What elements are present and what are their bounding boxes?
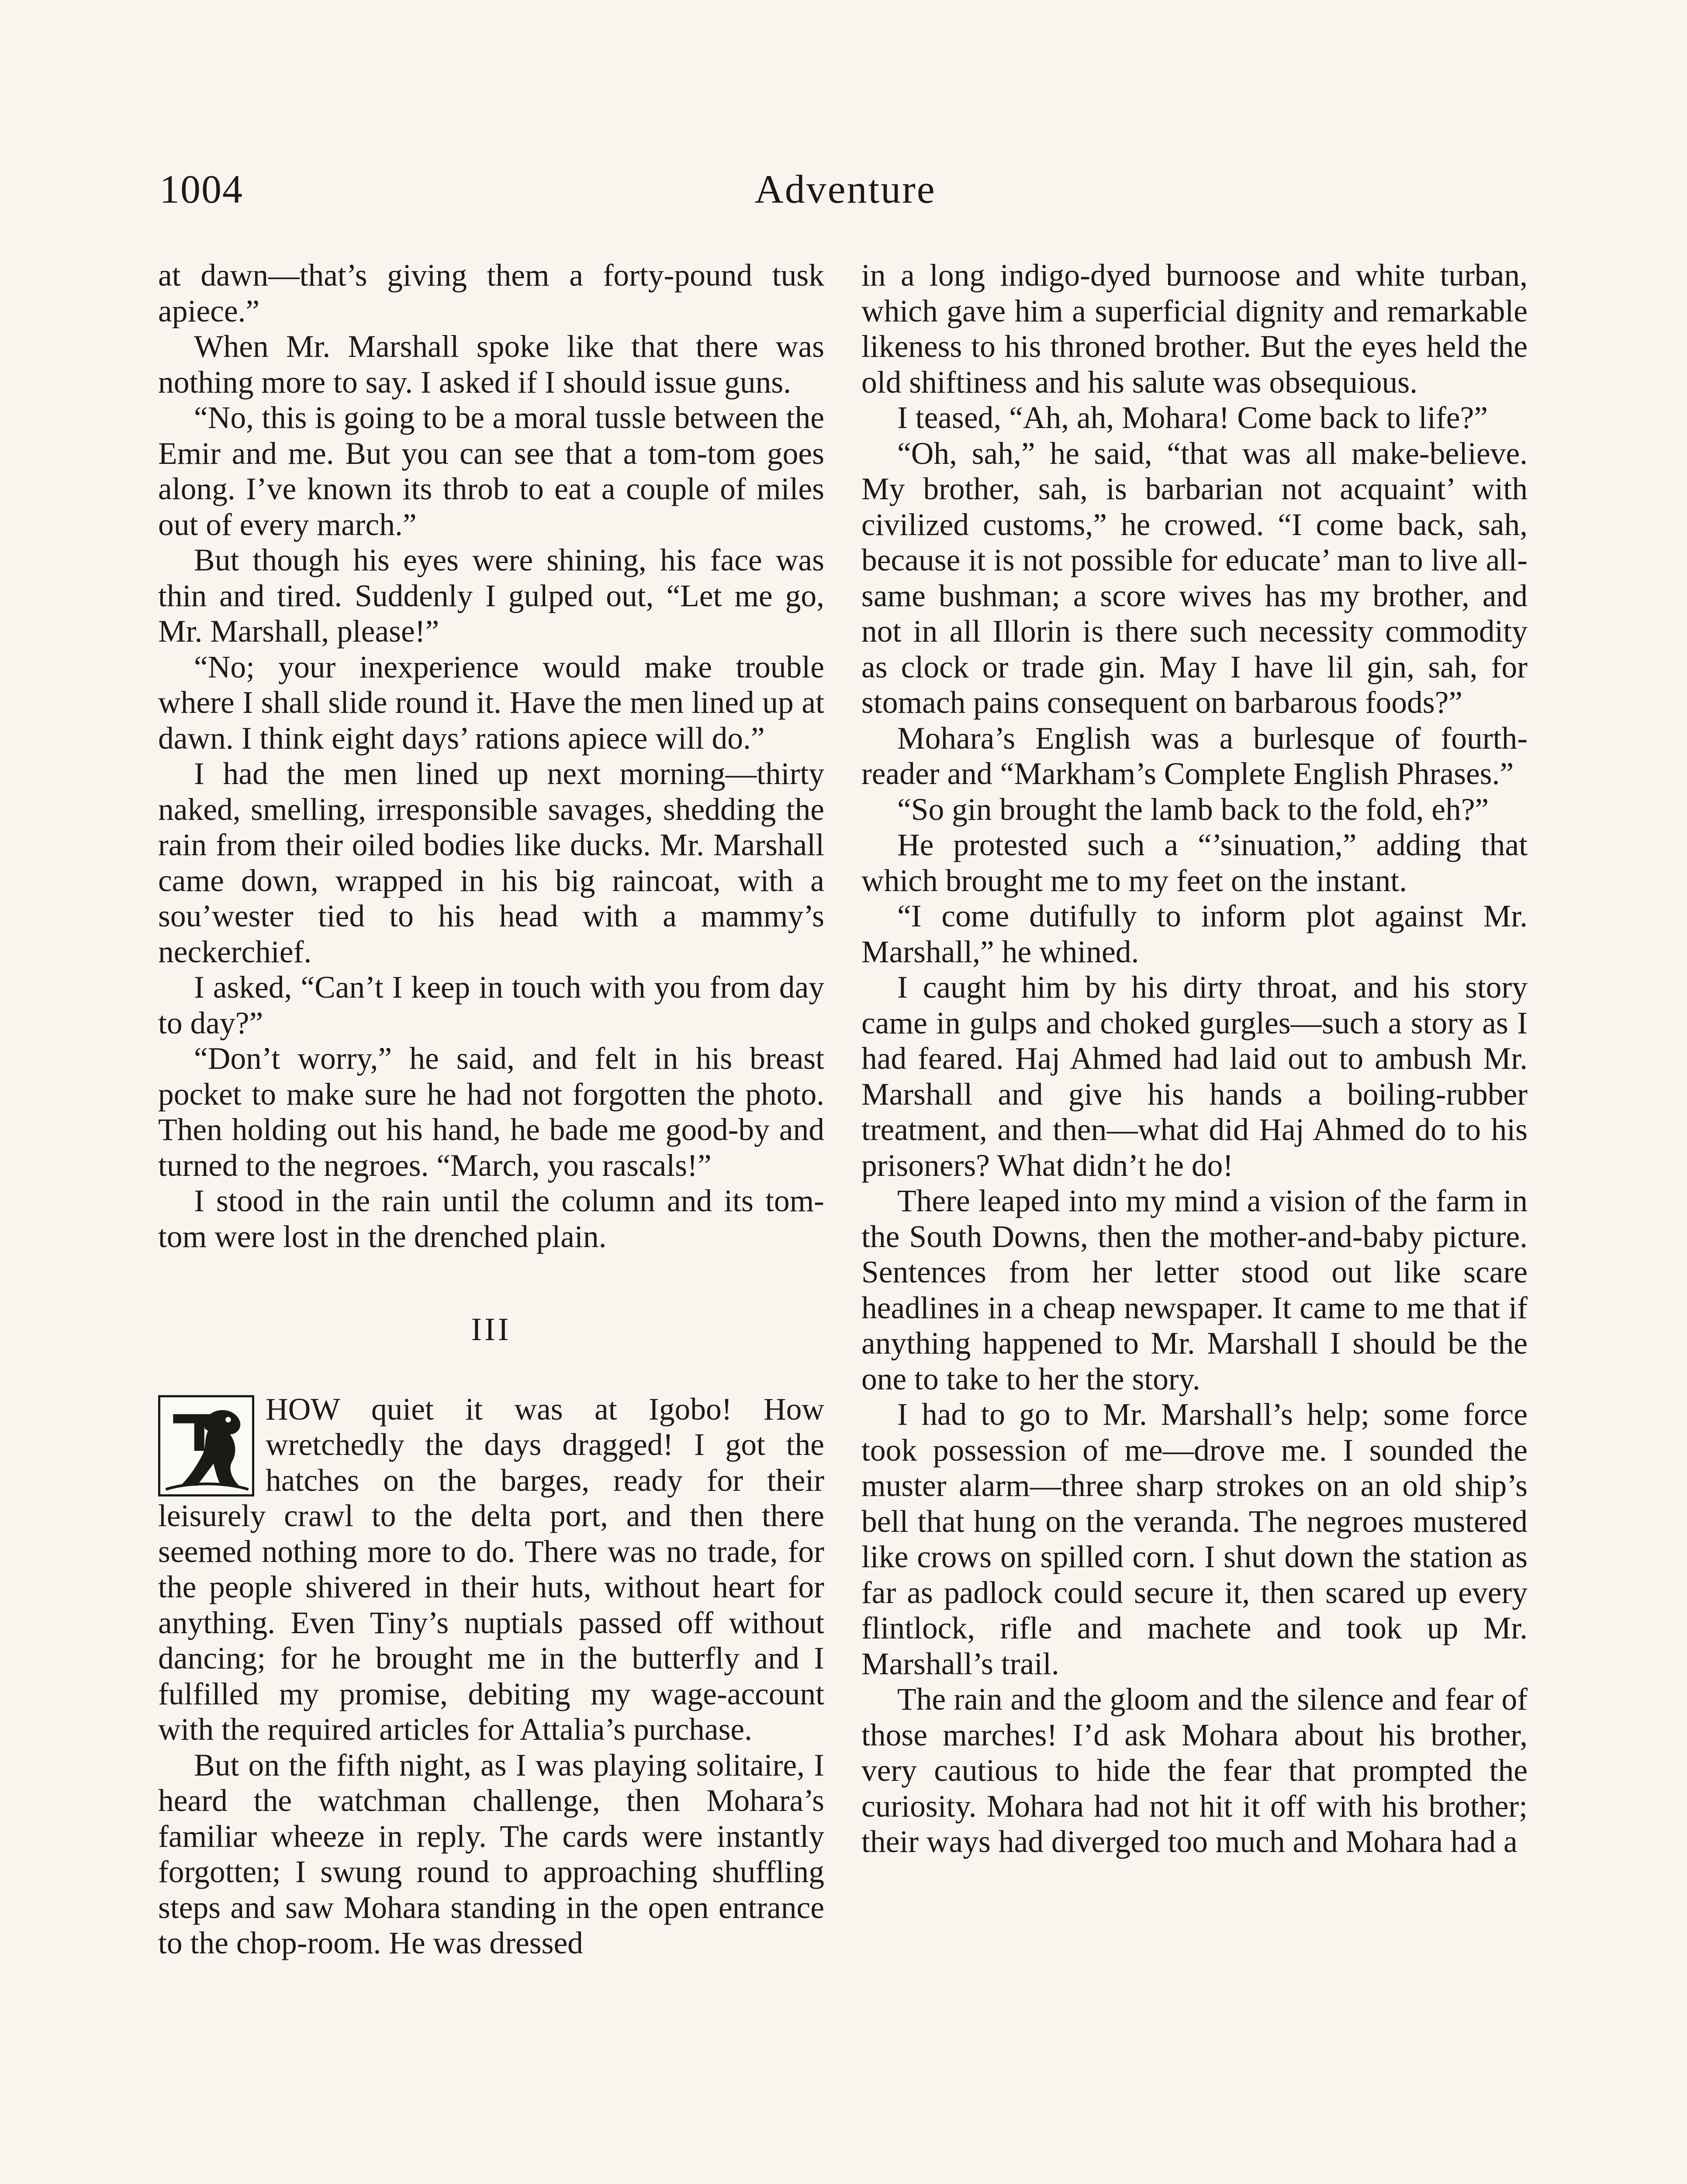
paragraph: “Oh, sah,” he said, “that was all make-believe. My brother, sah, is barbarian not acquaint’ with civilized customs,” he crowed. “I come back, sah, because it is not possible for educate’ man to live all-same bushman; a score wives has my brother, and not in all Illorin is there such necessity commodity as clock or trade gin. May I have lil gin, sah, for stomach pains consequent on barbarous foods?” [861, 436, 1528, 720]
paragraph: I caught him by his dirty throat, and his story came in gulps and choked gurgles—such a story as I had feared. Haj Ahmed had laid out to ambush Mr. Marshall and give his hands a boiling-rubber treatment, and then—what did Haj Ahmed do to his prisoners? What didn’t he do! [861, 970, 1528, 1183]
paragraph: But though his eyes were shining, his face was thin and tired. Suddenly I gulped out, “Let me go, Mr. Marshall, please!” [158, 543, 824, 649]
left-column [158, 258, 824, 1961]
running-title: Adventure [754, 167, 936, 211]
paragraph: I had the men lined up next morning—thirty naked, smelling, irresponsible savages, shedding the rain from their oiled bodies like ducks. Mr. Marshall came down, wrapped in his big raincoat, with a sou’wester tied to his head with a mammy’s neckerchief. [158, 757, 824, 969]
paragraph: The rain and the gloom and the silence and fear of those marches! I’d ask Mohara about his brother, very cautious to hide the fear that prompted the curiosity. Mohara had not hit it off with his brother; their ways had diverged too much and Mohara had a [861, 1682, 1528, 1859]
paragraph: I stood in the rain until the column and its tom-tom were lost in the drenched plain. [158, 1184, 824, 1254]
dropcap-illustration-icon [160, 1397, 252, 1494]
paragraph: There leaped into my mind a vision of the farm in the South Downs, then the mother-and-baby picture. Sentences from her letter stood out like scare headlines in a cheap newspaper. It came to me that if anything happened to Mr. Marshall I should be the one to take to her the story. [861, 1184, 1528, 1396]
paragraph: But on the fifth night, as I was playing solitaire, I heard the watchman challenge, then Mohara’s familiar wheeze in reply. The cards were instantly forgotten; I swung round to approaching shuffling steps and saw Mohara standing in the open entrance to the chop-room. He was dressed [158, 1748, 824, 1960]
paragraph: at dawn—that’s giving them a forty-pound tusk apiece.” [158, 258, 824, 328]
paragraph: When Mr. Marshall spoke like that there was nothing more to say. I asked if I should issue guns. [158, 329, 824, 400]
paragraph: He protested such a “’sinuation,” adding that which brought me to my feet on the instant. [861, 828, 1528, 898]
paragraph: “Don’t worry,” he said, and felt in his breast pocket to make sure he had not forgotten the photo. Then holding out his hand, he bade me good-by and turned to the negroes. “March, you rascals!” [158, 1041, 824, 1183]
paragraph: “So gin brought the lamb back to the fold, eh?” [897, 792, 1489, 827]
page-header [159, 166, 1531, 227]
paragraph: Mohara’s English was a burlesque of fourth-reader and “Markham’s Complete English Phrases.” [861, 721, 1528, 791]
paragraph: “No, this is going to be a moral tussle between the Emir and me. But you can see that a tom-tom goes along. I’ve known its throb to eat a couple of miles out of every march.” [158, 401, 824, 542]
paragraph: I had to go to Mr. Marshall’s help; some force took possession of me—drove me. I sounded the muster alarm—three sharp strokes on an old ship’s bell that hung on the veranda. The negroes mustered like crows on spilled corn. I shut down the station as far as padlock could secure it, then scared up every flintlock, rifle and machete and took up Mr. Marshall’s trail. [861, 1397, 1528, 1681]
section-first-paragraph: HOW quiet it was at Igobo! How wretchedly the days dragged! I got the hatches on the barges, ready for their leisurely crawl to the delta port, and then there seemed nothing more to do. There was no trade, for the people shivered in their huts, without heart for anything. Even Tiny’s nuptials passed off without dancing; for he brought me in the butterfly and I fulfilled my promise, debiting my wage-account with the required articles for Attalia’s purchase. [158, 1392, 824, 1747]
paragraph: I teased, “Ah, ah, Mohara! Come back to life?” [897, 401, 1488, 435]
paragraph: I asked, “Can’t I keep in touch with you from day to day?” [158, 970, 824, 1040]
paragraph: “No; your inexperience would make trouble where I shall slide round it. Have the men lined up at dawn. I think eight days’ rations apiece will do.” [158, 650, 824, 756]
right-column [861, 258, 1528, 1860]
paragraph: “I come dutifully to inform plot against Mr. Marshall,” he whined. [861, 899, 1528, 969]
page-number: 1004 [159, 167, 243, 211]
paragraph: in a long indigo-dyed burnoose and white turban, which gave him a superficial dignity and remarkable likeness to his throned brother. But the eyes held the old shiftiness and his salute was obsequious. [861, 258, 1528, 400]
illustrated-dropcap [158, 1395, 254, 1496]
section-heading: III [471, 1312, 512, 1348]
